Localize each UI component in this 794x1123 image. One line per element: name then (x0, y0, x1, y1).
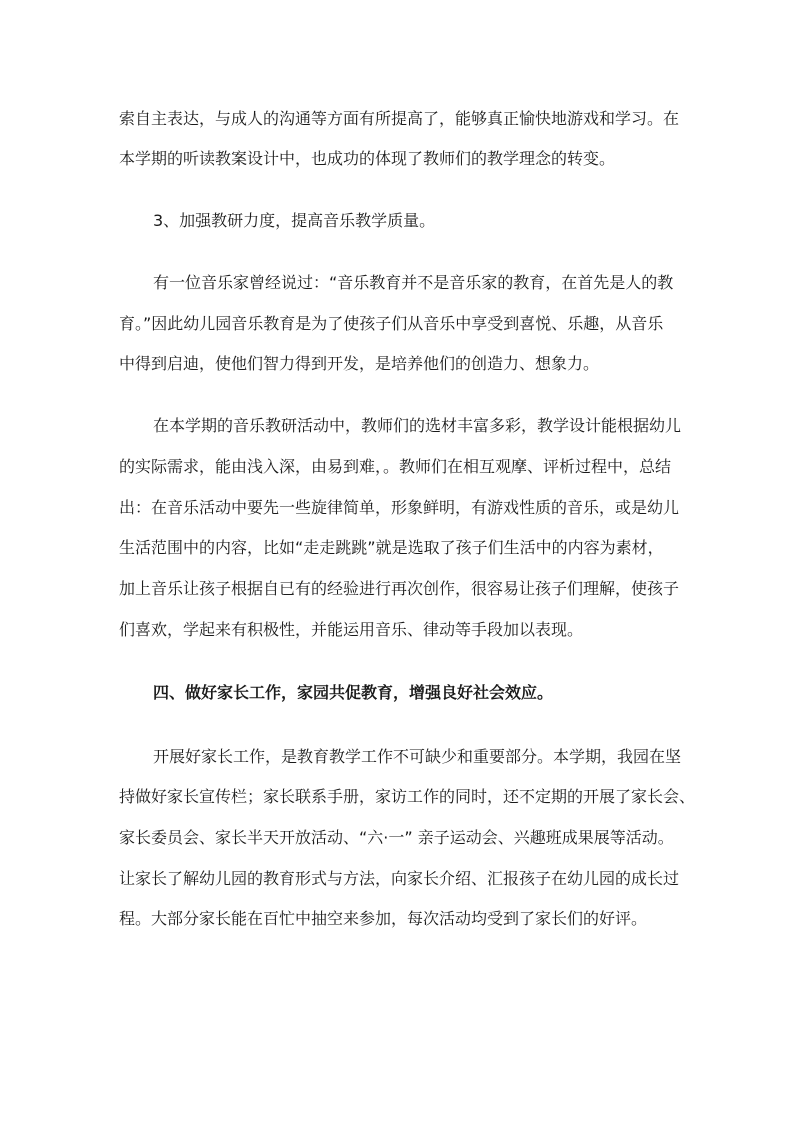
paragraph-line: 育。”因此幼儿园音乐教育是为了使孩子们从音乐中享受到喜悦、乐趣，从音乐 (119, 314, 664, 333)
paragraph-line: 们喜欢，学起来有积极性，并能运用音乐、律动等手段加以表现。 (119, 620, 584, 639)
paragraph-line: 开展好家长工作，是教育教学工作不可缺少和重要部分。本学期，我园在坚 (153, 747, 682, 766)
paragraph-line: 有一位音乐家曾经说过：“音乐教育并不是音乐家的教育，在首先是人的教 (153, 273, 674, 292)
section-subheading: 3、加强教研力度，提高音乐教学质量。 (153, 211, 436, 230)
paragraph-line: 加上音乐让孩子根据自已有的经验进行再次创作，很容易让孩子们理解，使孩子 (119, 579, 680, 598)
paragraph-line: 生活范围中的内容，比如“走走跳跳”就是选取了孩子们生活中的内容为素材， (119, 538, 664, 557)
paragraph-line: 中得到启迪，使他们智力得到开发，是培养他们的创造力、想象力。 (119, 354, 600, 373)
paragraph-line: 本学期的听读教案设计中，也成功的体现了教师们的教学理念的转变。 (119, 149, 616, 168)
paragraph-line: 索自主表达，与成人的沟通等方面有所提高了，能够真正愉快地游戏和学习。在 (119, 109, 680, 128)
paragraph-line: 持做好家长宣传栏；家长联系手册，家访工作的同时，还不定期的开展了家长会、 (119, 787, 696, 806)
paragraph-line: 出：在音乐活动中要先一些旋律简单，形象鲜明，有游戏性质的音乐，或是幼儿 (119, 498, 680, 517)
section-heading: 四、做好家长工作，家园共促教育，增强良好社会效应。 (153, 683, 554, 702)
paragraph-line: 在本学期的音乐教研活动中，教师们的选材丰富多彩，教学设计能根据幼儿 (153, 416, 682, 435)
paragraph-line: 让家长了解幼儿园的教育形式与方法，向家长介绍、汇报孩子在幼儿园的成长过 (119, 869, 680, 888)
paragraph-line: 程。大部分家长能在百忙中抽空来参加，每次活动均受到了家长们的好评。 (119, 909, 648, 928)
paragraph-line: 的实际需求，能由浅入深，由易到难，。教师们在相互观摩、评析过程中，总结 (119, 457, 672, 476)
paragraph-line: 家长委员会、家长半天开放活动、“六·一” 亲子运动会、兴趣班成果展等活动。 (119, 828, 674, 847)
